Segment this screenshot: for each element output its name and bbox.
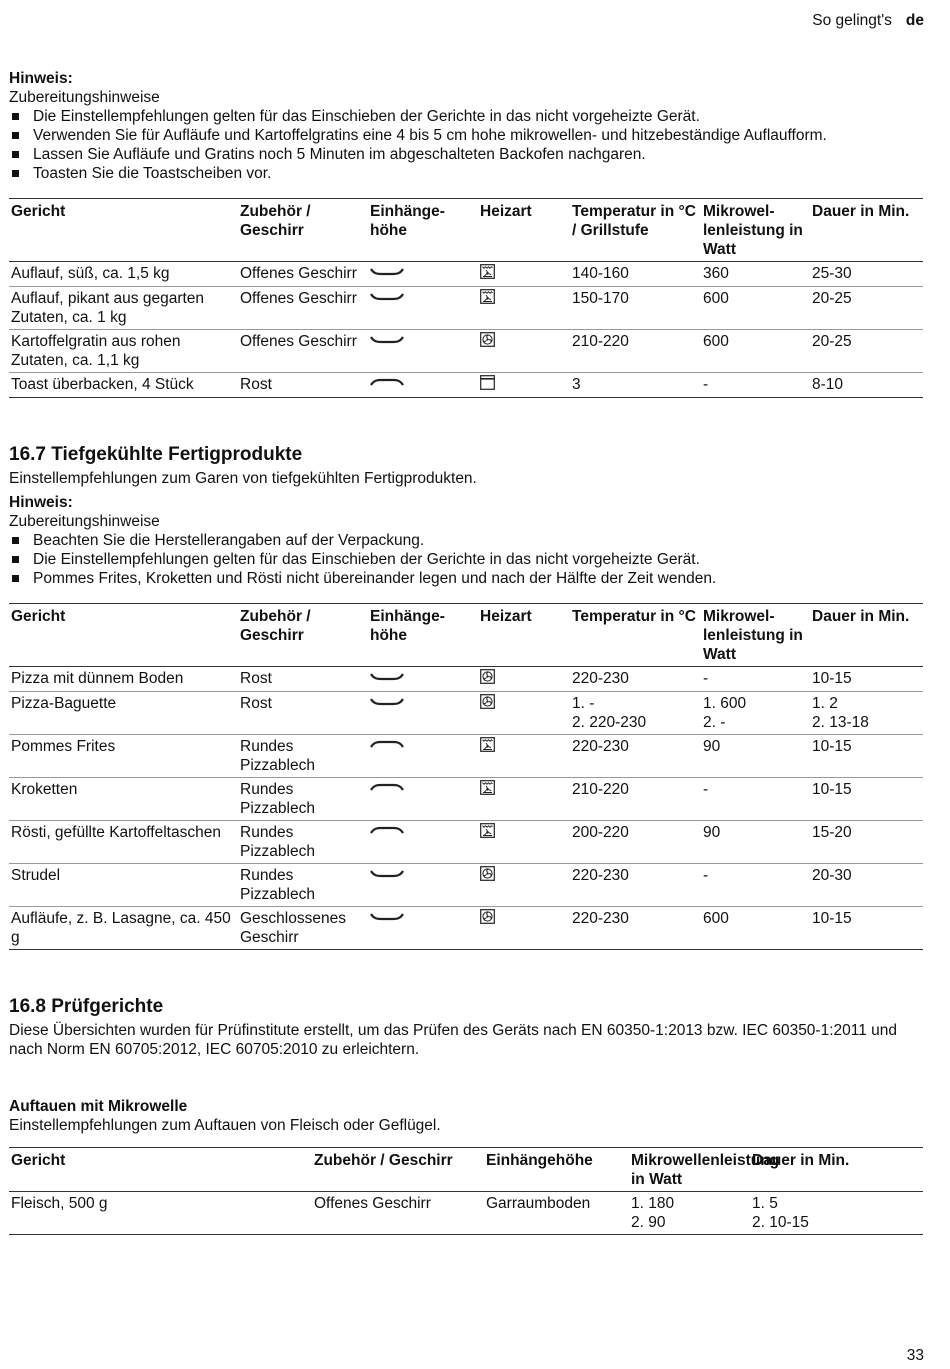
bullet-item: Die Einstellempfehlungen gelten für das Einschieben der Gerichte in das nicht vorgeheizte Gerät. (9, 550, 923, 569)
cell-duration: 10-15 (810, 778, 923, 821)
column-header: Zubehör / Geschirr (238, 604, 368, 667)
cell-heating-mode (478, 262, 570, 287)
cell-level (368, 907, 478, 950)
casserole-table (9, 198, 923, 398)
cell-dish: Toast überbacken, 4 Stück (9, 373, 238, 398)
level-high-icon (370, 737, 404, 756)
cell-dish: Strudel (9, 864, 238, 907)
column-header: Heizart (478, 604, 570, 667)
cell-accessory: Rundes Pizzablech (238, 735, 368, 778)
column-header: Temperatur in °C (570, 604, 701, 667)
cell-duration: 10-15 (810, 907, 923, 950)
cell-microwave-power: 600 (701, 330, 810, 373)
bullet-item: Verwenden Sie für Aufläufe und Kartoffelgratins eine 4 bis 5 cm hohe mikrowellen- und hitzebeständige Auflaufform. (9, 126, 923, 145)
cell-temperature: 210-220 (570, 778, 701, 821)
cell-temperature: 220-230 (570, 735, 701, 778)
page-header (812, 11, 924, 30)
table-row (9, 864, 923, 907)
heat-grill-fan-icon (480, 780, 495, 800)
cell-accessory: Rundes Pizzablech (238, 864, 368, 907)
cell-microwave-power: 90 (701, 821, 810, 864)
cell-level (368, 735, 478, 778)
table-row (9, 821, 923, 864)
cell-duration: 1. 5 2. 10-15 (750, 1192, 923, 1235)
cell-microwave-power: - (701, 864, 810, 907)
column-header: Dauer in Min. (750, 1148, 923, 1192)
cell-heating-mode (478, 778, 570, 821)
cell-microwave-power: - (701, 667, 810, 692)
table-row (9, 330, 923, 373)
cell-accessory: Rundes Pizzablech (238, 821, 368, 864)
cell-duration: 20-30 (810, 864, 923, 907)
bullet-item: Lassen Sie Aufläufe und Gratins noch 5 Minuten im abgeschalteten Backofen nachgaren. (9, 145, 923, 164)
cell-heating-mode (478, 907, 570, 950)
heat-grill-fan-icon (480, 823, 495, 843)
cell-dish: Rösti, gefüllte Kartoffeltaschen (9, 821, 238, 864)
table-row (9, 735, 923, 778)
heat-grill-fan-icon (480, 264, 495, 284)
level-low-icon (370, 694, 404, 713)
hinweis-title: Hinweis: (9, 70, 73, 87)
cell-microwave-power: 600 (701, 287, 810, 330)
bullet-item: Pommes Frites, Kroketten und Rösti nicht übereinander legen und nach der Hälfte der Zeit wenden. (9, 569, 923, 588)
cell-microwave-power: - (701, 373, 810, 398)
cell-level (368, 821, 478, 864)
cell-dish: Aufläufe, z. B. Lasagne, ca. 450 g (9, 907, 238, 950)
cell-duration: 10-15 (810, 667, 923, 692)
heat-grill-fan-icon (480, 289, 495, 309)
column-header: Dauer in Min. (810, 604, 923, 667)
cell-level (368, 287, 478, 330)
cell-microwave-power: 360 (701, 262, 810, 287)
section-title-16-7: 16.7 Tiefgekühlte Fertigprodukte (9, 444, 303, 465)
subsection-intro-defrost: Einstellempfehlungen zum Auftauen von Fleisch oder Geflügel. (9, 1117, 441, 1134)
table-header-row (9, 199, 923, 262)
cell-temperature: 210-220 (570, 330, 701, 373)
cell-duration: 20-25 (810, 287, 923, 330)
cell-temperature: 200-220 (570, 821, 701, 864)
table-row (9, 667, 923, 692)
cell-microwave-power: 1. 600 2. - (701, 692, 810, 735)
table-row (9, 1192, 923, 1235)
cell-dish: Auflauf, süß, ca. 1,5 kg (9, 262, 238, 287)
cell-temperature: 220-230 (570, 907, 701, 950)
heat-grill-fan-icon (480, 737, 495, 757)
hinweis-subtitle: Zubereitungshinweise (9, 89, 160, 106)
cell-dish: Auflauf, pikant aus gegarten Zutaten, ca. 1 kg (9, 287, 238, 330)
heat-grill-icon (480, 375, 495, 395)
cell-level (368, 330, 478, 373)
cell-dish: Pizza-Baguette (9, 692, 238, 735)
heat-hot-air-icon (480, 669, 495, 689)
cell-level (368, 262, 478, 287)
table-row (9, 262, 923, 287)
cell-accessory: Geschlossenes Geschirr (238, 907, 368, 950)
cell-level (368, 778, 478, 821)
page-number: 33 (906, 1347, 924, 1364)
hinweis-bullet-list (9, 531, 923, 588)
heat-hot-air-icon (480, 694, 495, 714)
header-language: de (905, 12, 924, 29)
cell-temperature: 150-170 (570, 287, 701, 330)
table-row (9, 287, 923, 330)
cell-heating-mode (478, 667, 570, 692)
cell-duration: 10-15 (810, 735, 923, 778)
cell-level (368, 864, 478, 907)
table-row (9, 778, 923, 821)
cell-microwave-power: 1. 180 2. 90 (629, 1192, 750, 1235)
column-header: Mikrowel-lenleistung in Watt (701, 199, 810, 262)
cell-dish: Pommes Frites (9, 735, 238, 778)
level-low-icon (370, 866, 404, 885)
cell-temperature: 1. - 2. 220-230 (570, 692, 701, 735)
cell-microwave-power: 90 (701, 735, 810, 778)
cell-heating-mode (478, 330, 570, 373)
table-header-row (9, 1148, 923, 1192)
column-header: Heizart (478, 199, 570, 262)
hinweis-box-1 (9, 69, 923, 183)
table-header-row (9, 604, 923, 667)
cell-accessory: Offenes Geschirr (238, 330, 368, 373)
cell-temperature: 140-160 (570, 262, 701, 287)
column-header: Einhänge-höhe (368, 604, 478, 667)
cell-level (368, 692, 478, 735)
cell-dish: Kartoffelgratin aus rohen Zutaten, ca. 1,1 kg (9, 330, 238, 373)
subsection-title-defrost: Auftauen mit Mikrowelle (9, 1098, 188, 1115)
level-low-icon (370, 332, 404, 351)
column-header: Mikrowellenleistung in Watt (629, 1148, 750, 1192)
column-header: Gericht (9, 604, 238, 667)
cell-level (368, 667, 478, 692)
cell-accessory: Rundes Pizzablech (238, 778, 368, 821)
cell-dish: Fleisch, 500 g (9, 1192, 312, 1235)
column-header: Dauer in Min. (810, 199, 923, 262)
section-intro-16-7: Einstellempfehlungen zum Garen von tiefgekühlten Fertigprodukten. (9, 470, 477, 487)
cell-accessory: Offenes Geschirr (238, 287, 368, 330)
hinweis-bullet-list (9, 107, 923, 183)
cell-duration: 25-30 (810, 262, 923, 287)
cell-heating-mode (478, 287, 570, 330)
bullet-item: Beachten Sie die Herstellerangaben auf der Verpackung. (9, 531, 923, 550)
cell-duration: 8-10 (810, 373, 923, 398)
cell-temperature: 3 (570, 373, 701, 398)
level-high-icon (370, 823, 404, 842)
level-high-icon (370, 375, 404, 394)
cell-microwave-power: 600 (701, 907, 810, 950)
level-low-icon (370, 289, 404, 308)
level-high-icon (370, 780, 404, 799)
heat-hot-air-icon (480, 909, 495, 929)
column-header: Zubehör / Geschirr (312, 1148, 484, 1192)
cell-heating-mode (478, 373, 570, 398)
cell-microwave-power: - (701, 778, 810, 821)
cell-accessory: Rost (238, 667, 368, 692)
cell-level (368, 373, 478, 398)
hinweis-subtitle: Zubereitungshinweise (9, 513, 160, 530)
cell-heating-mode (478, 692, 570, 735)
column-header: Gericht (9, 1148, 312, 1192)
bullet-item: Die Einstellempfehlungen gelten für das Einschieben der Gerichte in das nicht vorgeheizte Gerät. (9, 107, 923, 126)
column-header: Zubehör / Geschirr (238, 199, 368, 262)
cell-temperature: 220-230 (570, 667, 701, 692)
hinweis-box-2 (9, 493, 923, 588)
heat-hot-air-icon (480, 332, 495, 352)
cell-duration: 1. 2 2. 13-18 (810, 692, 923, 735)
table-row (9, 907, 923, 950)
cell-dish: Pizza mit dünnem Boden (9, 667, 238, 692)
bullet-item: Toasten Sie die Toastscheiben vor. (9, 164, 923, 183)
cell-temperature: 220-230 (570, 864, 701, 907)
cell-level: Garraumboden (484, 1192, 629, 1235)
level-low-icon (370, 909, 404, 928)
column-header: Mikrowel-lenleistung in Watt (701, 604, 810, 667)
level-low-icon (370, 264, 404, 283)
section-title-16-8: 16.8 Prüfgerichte (9, 996, 164, 1017)
header-section-title: So gelingt's (812, 12, 892, 29)
cell-accessory: Rost (238, 692, 368, 735)
cell-heating-mode (478, 864, 570, 907)
heat-hot-air-icon (480, 866, 495, 886)
section-intro-16-8: Diese Übersichten wurden für Prüfinstitute erstellt, um das Prüfen des Geräts nach EN 60350-1:2013 bzw. IEC 60350-1:2011 und nach Norm EN 60705:2012, IEC 60705:2010 zu erleichtern. (9, 1022, 898, 1058)
level-low-icon (370, 669, 404, 688)
cell-duration: 20-25 (810, 330, 923, 373)
defrost-table (9, 1147, 923, 1235)
hinweis-title: Hinweis: (9, 494, 73, 511)
cell-heating-mode (478, 821, 570, 864)
frozen-products-table (9, 603, 923, 950)
page-content (9, 69, 923, 1235)
table-row (9, 373, 923, 398)
cell-heating-mode (478, 735, 570, 778)
cell-accessory: Offenes Geschirr (238, 262, 368, 287)
table-row (9, 692, 923, 735)
column-header: Einhänge-höhe (368, 199, 478, 262)
cell-duration: 15-20 (810, 821, 923, 864)
cell-dish: Kroketten (9, 778, 238, 821)
cell-accessory: Offenes Geschirr (312, 1192, 484, 1235)
column-header: Einhängehöhe (484, 1148, 629, 1192)
column-header: Gericht (9, 199, 238, 262)
cell-accessory: Rost (238, 373, 368, 398)
column-header: Temperatur in °C / Grillstufe (570, 199, 701, 262)
